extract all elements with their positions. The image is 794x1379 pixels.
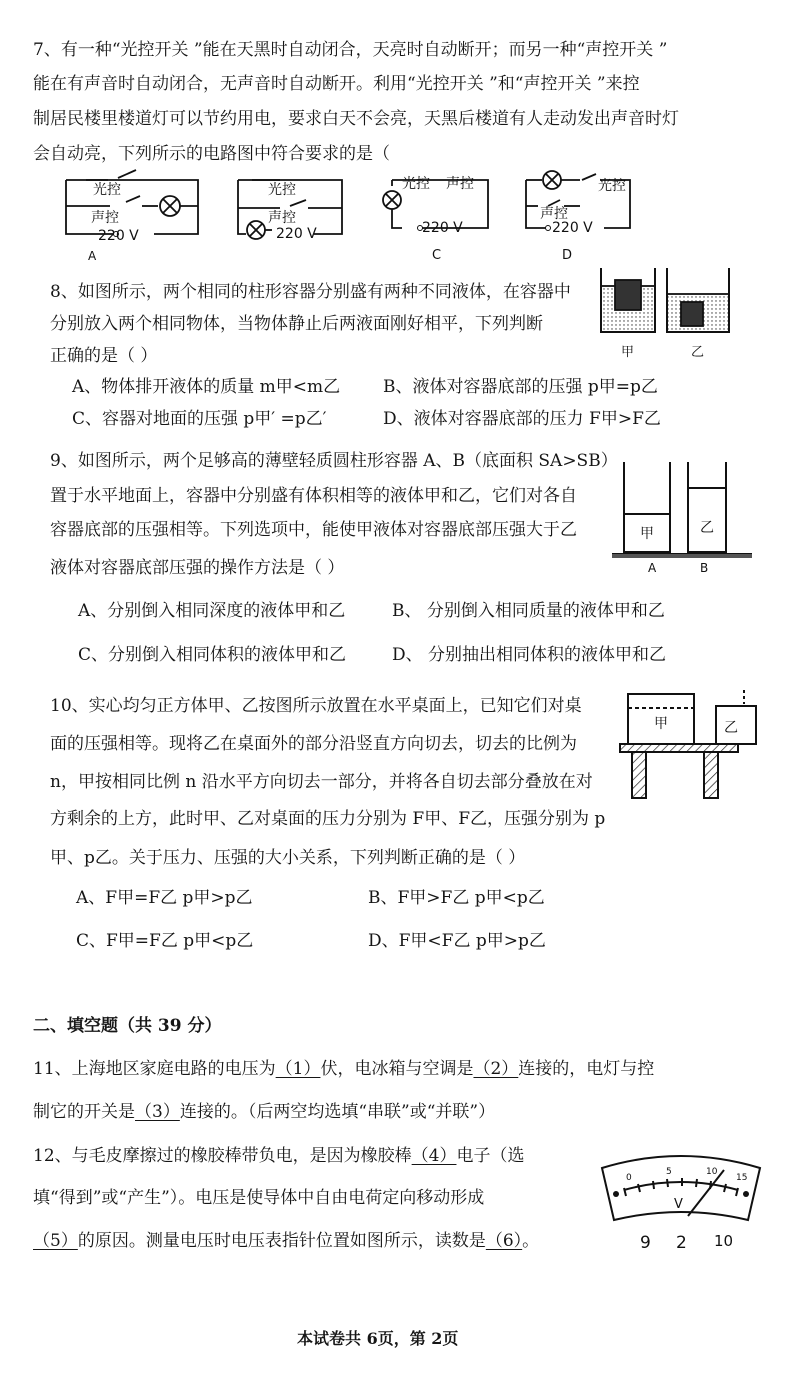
q7-line-1: 7、有一种“光控开关 ”能在天黑时自动闭合，天亮时自动断开；而另一种“声控开关 ” xyxy=(33,40,668,60)
circuit-diagram-c xyxy=(380,162,495,262)
page-footer: 本试卷共 6页，第 2页 xyxy=(297,1329,459,1348)
q10-line-2: 面的压强相等。现将乙在桌面外的部分沿竖直方向切去，切去的比例为 xyxy=(50,734,577,754)
q8-line-1: 8、如图所示，两个相同的柱形容器分别盛有两种不同液体，在容器中 xyxy=(50,282,571,302)
blank-2: （2） xyxy=(473,1059,519,1079)
sound-switch-label-d: 声控 xyxy=(540,206,568,222)
q9-option-c: C、分别倒入相同体积的液体甲和乙 xyxy=(78,645,347,665)
handwritten-mark-3: 10 xyxy=(714,1232,734,1250)
q11-text-4: 制它的开关是 xyxy=(33,1102,135,1122)
voltmeter-unit-label: V xyxy=(674,1197,683,1212)
q9-liquid-b-label: 乙 xyxy=(700,520,714,536)
option-label-d: D xyxy=(562,248,573,263)
q9-line-3: 容器底部的压强相等。下列选项中，能使甲液体对容器底部压强大于乙 xyxy=(50,520,577,540)
q12-text-2: 电子（选 xyxy=(456,1146,525,1166)
blank-3: （3） xyxy=(135,1102,180,1122)
q11-line-1 xyxy=(33,1059,654,1079)
q10-line-5: 甲、p乙。关于压力、压强的大小关系，下列判断正确的是（ ） xyxy=(50,848,526,868)
q9-containers-figure xyxy=(612,462,752,574)
q8-option-d: D、液体对容器底部的压力 F甲>F乙 xyxy=(383,409,661,429)
q8-option-c: C、容器对地面的压强 p甲′ =p乙′ xyxy=(72,409,327,429)
q10-cube-a-label: 甲 xyxy=(654,716,668,732)
q9-line-1: 9、如图所示，两个足够高的薄壁轻质圆柱形容器 A、B（底面积 SA>SB） xyxy=(50,451,618,471)
option-label-c: C xyxy=(432,248,442,263)
q11-text-2: 伏，电冰箱与空调是 xyxy=(320,1059,474,1079)
q9-container-a-label: A xyxy=(648,561,657,575)
q9-line-4: 液体对容器底部压强的操作方法是（ ） xyxy=(50,558,345,578)
blank-1: （1） xyxy=(275,1059,321,1079)
q8-line-3: 正确的是（ ） xyxy=(50,346,158,366)
light-switch-label-c: 光控 xyxy=(402,176,430,192)
q11-text-5: 连接的。（后两空均选填“串联”或“并联”） xyxy=(179,1102,496,1122)
handwritten-mark-2: 2 xyxy=(676,1233,687,1253)
handwritten-mark-1: 9 xyxy=(640,1233,651,1253)
voltage-label-d: 220 V xyxy=(552,220,593,236)
q10-cubes-figure xyxy=(616,686,766,802)
q10-option-a: A、F甲=F乙 p甲>p乙 xyxy=(76,888,253,908)
q8-containers-figure xyxy=(595,268,745,368)
q12-text-3: 的原因。测量电压时电压表指针位置如图所示，读数是 xyxy=(77,1231,486,1251)
light-switch-label: 光控 xyxy=(93,182,121,198)
q8-option-b: B、液体对容器底部的压强 p甲=p乙 xyxy=(383,377,658,397)
blank-6: （6） xyxy=(485,1231,523,1251)
q12-line-1 xyxy=(33,1146,524,1166)
blank-5: （5） xyxy=(33,1231,78,1251)
q10-line-4: 方剩余的上方，此时甲、乙对桌面的压力分别为 F甲、F乙，压强分别为 p xyxy=(50,809,606,829)
q9-option-b: B、 分别倒入相同质量的液体甲和乙 xyxy=(392,601,665,621)
scale-mid-label: 5 xyxy=(666,1167,672,1177)
q10-option-d: D、F甲<F乙 p甲>p乙 xyxy=(368,931,546,951)
q9-liquid-a-label: 甲 xyxy=(640,526,654,542)
q7-line-3: 制居民楼里楼道灯可以节约用电，要求白天不会亮，天黑后楼道有人走动发出声音时灯 xyxy=(33,109,679,129)
q10-option-c: C、F甲=F乙 p甲<p乙 xyxy=(76,931,254,951)
sound-switch-label-c: 声控 xyxy=(446,176,474,192)
sound-switch-label: 声控 xyxy=(91,210,119,226)
q12-line-3 xyxy=(33,1231,539,1251)
q9-line-2: 置于水平地面上，容器中分别盛有体积相等的液体甲和乙，它们对各自 xyxy=(50,486,577,506)
circuit-diagram-d xyxy=(520,162,640,262)
q10-cube-b-label: 乙 xyxy=(724,720,738,736)
q8-option-a: A、物体排开液体的质量 m甲<m乙 xyxy=(72,377,341,397)
scale-top-label: 15 xyxy=(736,1173,748,1183)
q10-line-1: 10、实心均匀正方体甲、乙按图所示放置在水平桌面上，已知它们对桌 xyxy=(50,696,582,716)
blank-4: （4） xyxy=(411,1146,457,1166)
q12-text-1: 12、与毛皮摩擦过的橡胶棒带负电，是因为橡胶棒 xyxy=(33,1146,412,1166)
q7-line-2: 能在有声音时自动闭合，无声音时自动断开。利用“光控开关 ”和“声控开关 ”来控 xyxy=(33,74,640,94)
q11-text-3: 连接的，电灯与控 xyxy=(518,1059,655,1079)
q8-line-2: 分别放入两个相同物体，当物体静止后两液面刚好相平，下列判断 xyxy=(50,314,543,334)
q12-line-2: 填“得到”或“产生”）。电压是使导体中自由电荷定向移动形成 xyxy=(33,1188,485,1208)
circuit-diagram-b xyxy=(232,172,352,244)
voltage-label-c: 220 V xyxy=(422,220,463,236)
sound-switch-label-b: 声控 xyxy=(268,210,296,226)
q7-line-4: 会自动亮，下列所示的电路图中符合要求的是（ xyxy=(33,144,390,164)
q9-option-d: D、 分别抽出相同体积的液体甲和乙 xyxy=(392,645,667,665)
q9-container-b-label: B xyxy=(700,561,709,575)
q10-option-b: B、F甲>F乙 p甲<p乙 xyxy=(368,888,545,908)
scale-low-label: 0 xyxy=(626,1173,632,1183)
q8-label-left: 甲 xyxy=(621,345,635,360)
light-switch-label-d: 光控 xyxy=(598,178,626,194)
light-switch-label-b: 光控 xyxy=(268,182,296,198)
voltage-label-b: 220 V xyxy=(276,226,317,242)
voltage-label: 220 V xyxy=(98,228,139,244)
q12-text-4: 。 xyxy=(522,1231,540,1251)
option-label-a: A xyxy=(88,249,97,263)
q9-option-a: A、分别倒入相同深度的液体甲和乙 xyxy=(78,601,346,621)
q11-text-1: 11、上海地区家庭电路的电压为 xyxy=(33,1059,276,1079)
section-2-heading: 二、填空题（共 39 分） xyxy=(33,1016,222,1036)
scale-high-label: 10 xyxy=(706,1167,718,1177)
q8-label-right: 乙 xyxy=(691,345,705,360)
circuit-diagram-a xyxy=(58,172,208,262)
voltmeter-figure xyxy=(596,1150,766,1260)
q10-line-3: n，甲按相同比例 n 沿水平方向切去一部分，并将各自切去部分叠放在对 xyxy=(50,772,593,792)
q11-line-2 xyxy=(33,1102,495,1122)
